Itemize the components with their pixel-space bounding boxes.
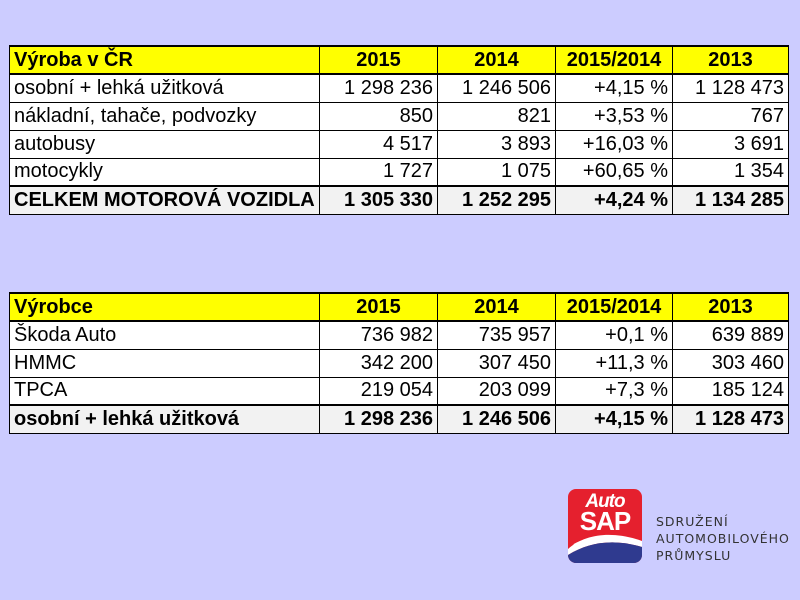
logo-word-sap: SAP — [579, 506, 631, 536]
table-total-row — [10, 405, 789, 433]
cell-2013: 767 — [673, 102, 789, 130]
cell-2013: 185 124 — [673, 377, 789, 405]
cell-2014: 307 450 — [438, 349, 556, 377]
total-2015: 1 305 330 — [320, 186, 438, 214]
cell-ratio: +11,3 % — [556, 349, 673, 377]
cell-2013: 303 460 — [673, 349, 789, 377]
header-2015: 2015 — [320, 293, 438, 321]
cell-2015: 342 200 — [320, 349, 438, 377]
header-ratio: 2015/2014 — [556, 293, 673, 321]
total-label: osobní + lehká užitková — [10, 405, 320, 433]
table-total-row — [10, 186, 789, 214]
cell-2015: 850 — [320, 102, 438, 130]
manufacturers-table — [9, 292, 789, 434]
total-label: CELKEM MOTOROVÁ VOZIDLA — [10, 186, 320, 214]
table-header-row — [10, 46, 789, 74]
table-row — [10, 377, 789, 405]
row-label: osobní + lehká užitková — [10, 74, 320, 102]
total-2014: 1 246 506 — [438, 405, 556, 433]
cell-ratio: +0,1 % — [556, 321, 673, 349]
cell-2013: 1 354 — [673, 158, 789, 186]
total-2013: 1 128 473 — [673, 405, 789, 433]
total-2014: 1 252 295 — [438, 186, 556, 214]
table-row — [10, 130, 789, 158]
cell-2013: 1 128 473 — [673, 74, 789, 102]
header-2015: 2015 — [320, 46, 438, 74]
cell-2015: 1 298 236 — [320, 74, 438, 102]
cell-2014: 821 — [438, 102, 556, 130]
production-table — [9, 45, 789, 215]
row-label: nákladní, tahače, podvozky — [10, 102, 320, 130]
cell-2014: 203 099 — [438, 377, 556, 405]
table-header-row — [10, 293, 789, 321]
cell-ratio: +7,3 % — [556, 377, 673, 405]
table-row — [10, 102, 789, 130]
logo-caption-line: AUTOMOBILOVÉHO — [656, 531, 790, 546]
total-2013: 1 134 285 — [673, 186, 789, 214]
total-ratio: +4,15 % — [556, 405, 673, 433]
cell-2014: 735 957 — [438, 321, 556, 349]
autosap-logo — [568, 489, 788, 563]
header-2013: 2013 — [673, 293, 789, 321]
total-ratio: +4,24 % — [556, 186, 673, 214]
cell-ratio: +16,03 % — [556, 130, 673, 158]
cell-2014: 1 246 506 — [438, 74, 556, 102]
row-label: TPCA — [10, 377, 320, 405]
row-label: autobusy — [10, 130, 320, 158]
cell-2015: 736 982 — [320, 321, 438, 349]
cell-2014: 1 075 — [438, 158, 556, 186]
table-row — [10, 321, 789, 349]
table-row — [10, 158, 789, 186]
logo-caption-line: PRŮMYSLU — [656, 548, 732, 563]
cell-2015: 4 517 — [320, 130, 438, 158]
row-label: motocykly — [10, 158, 320, 186]
logo-word-auto: Auto — [585, 491, 625, 512]
cell-2013: 3 691 — [673, 130, 789, 158]
cell-2015: 1 727 — [320, 158, 438, 186]
total-2015: 1 298 236 — [320, 405, 438, 433]
row-label: Škoda Auto — [10, 321, 320, 349]
cell-ratio: +60,65 % — [556, 158, 673, 186]
autosap-badge-icon — [568, 489, 642, 563]
table-row — [10, 74, 789, 102]
cell-2015: 219 054 — [320, 377, 438, 405]
header-2014: 2014 — [438, 46, 556, 74]
logo-caption-line: SDRUŽENÍ — [656, 514, 729, 529]
logo-caption — [656, 513, 790, 564]
header-2014: 2014 — [438, 293, 556, 321]
row-label: HMMC — [10, 349, 320, 377]
header-ratio: 2015/2014 — [556, 46, 673, 74]
cell-ratio: +4,15 % — [556, 74, 673, 102]
cell-2013: 639 889 — [673, 321, 789, 349]
cell-2014: 3 893 — [438, 130, 556, 158]
header-2013: 2013 — [673, 46, 789, 74]
header-label: Výrobce — [10, 293, 320, 321]
cell-ratio: +3,53 % — [556, 102, 673, 130]
header-label: Výroba v ČR — [10, 46, 320, 74]
table-row — [10, 349, 789, 377]
